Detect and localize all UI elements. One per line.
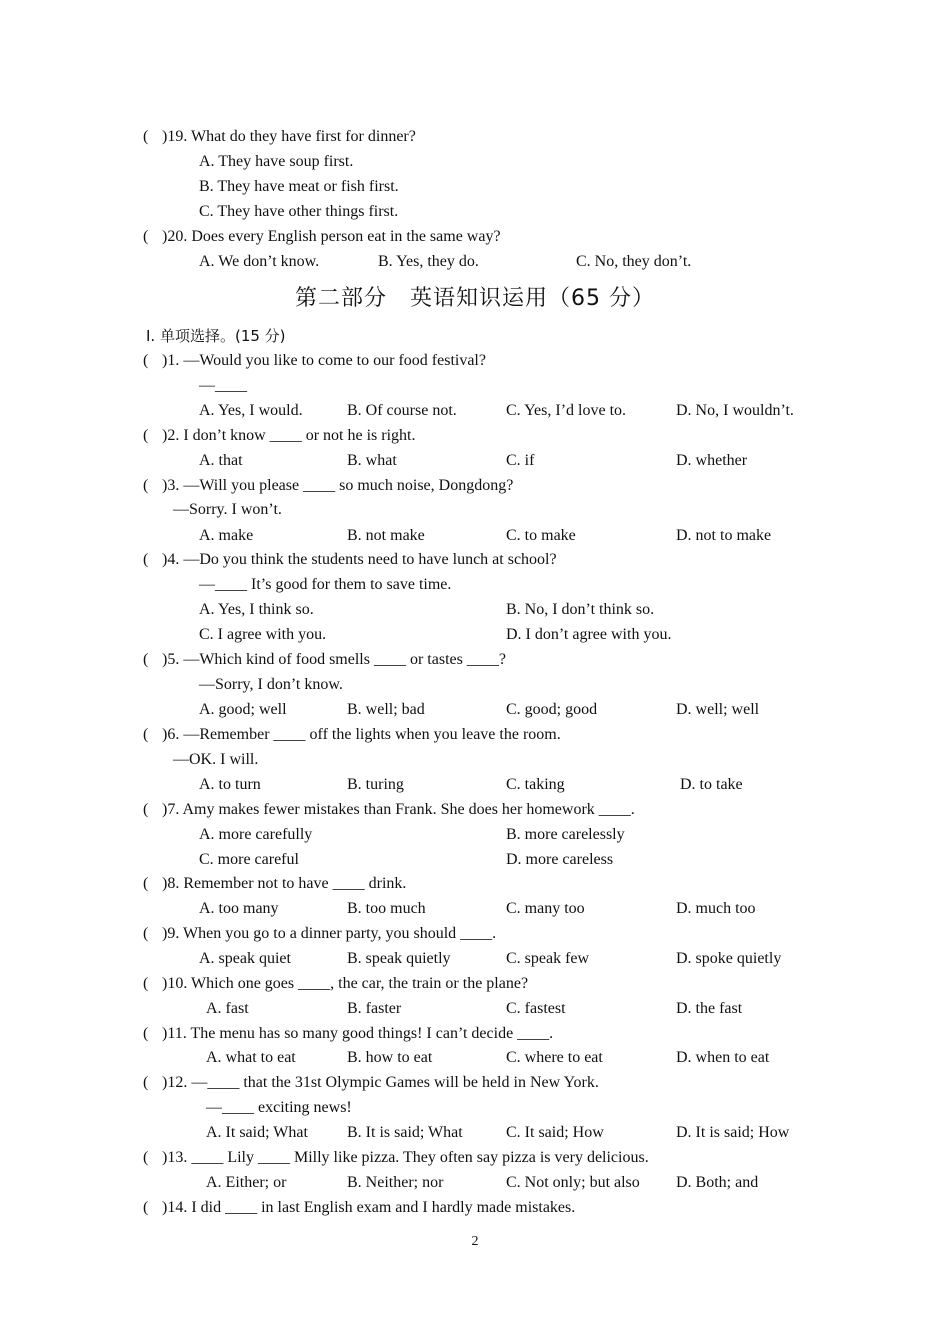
q13-option-b: B. Neither; nor: [347, 1174, 444, 1191]
q9-option-d: D. spoke quietly: [676, 950, 782, 967]
q2-option-d: D. whether: [676, 452, 748, 469]
answer-paren: (: [143, 551, 149, 568]
q19-option-c: C. They have other things first.: [199, 203, 399, 220]
answer-paren: (: [143, 726, 149, 743]
part-two-heading: 第二部分 英语知识运用（65 分）: [295, 286, 655, 311]
answer-paren: (: [143, 975, 149, 992]
question-8-stem: )8. Remember not to have ____ drink.: [162, 875, 407, 892]
q3-option-b: B. not make: [347, 527, 425, 544]
question-10-stem: )10. Which one goes ____, the car, the train or the plane?: [162, 975, 529, 992]
q5-option-a: A. good; well: [199, 701, 287, 718]
answer-paren: (: [143, 925, 149, 942]
answer-paren: (: [143, 801, 149, 818]
q13-option-d: D. Both; and: [676, 1174, 759, 1191]
q6-option-a: A. to turn: [199, 776, 261, 793]
q5-option-c: C. good; good: [506, 701, 598, 718]
answer-paren: (: [143, 352, 149, 369]
question-6-stem: )6. —Remember ____ off the lights when you leave the room.: [162, 726, 561, 743]
q7-option-a: A. more carefully: [199, 826, 313, 843]
q9-option-c: C. speak few: [506, 950, 590, 967]
question-12-reply: —____ exciting news!: [206, 1099, 352, 1116]
question-13-stem: )13. ____ Lily ____ Milly like pizza. They often say pizza is very delicious.: [162, 1149, 649, 1166]
question-1-reply: —____: [199, 377, 247, 394]
q13-option-a: A. Either; or: [206, 1174, 287, 1191]
q6-option-c: C. taking: [506, 776, 565, 793]
answer-paren: (: [143, 128, 149, 145]
q8-option-b: B. too much: [347, 900, 426, 917]
answer-paren: (: [143, 427, 149, 444]
question-9-stem: )9. When you go to a dinner party, you should ____.: [162, 925, 497, 942]
q7-option-d: D. more careless: [506, 851, 614, 868]
question-19-stem: )19. What do they have first for dinner?: [162, 128, 416, 145]
q13-option-c: C. Not only; but also: [506, 1174, 640, 1191]
q12-option-a: A. It said; What: [206, 1124, 308, 1141]
answer-paren: (: [143, 228, 149, 245]
question-3-stem: )3. —Will you please ____ so much noise, Dongdong?: [162, 477, 514, 494]
question-12-stem: )12. —____ that the 31st Olympic Games will be held in New York.: [162, 1074, 599, 1091]
question-11-stem: )11. The menu has so many good things! I can’t decide ____.: [162, 1025, 554, 1042]
q10-option-c: C. fastest: [506, 1000, 566, 1017]
q6-option-b: B. turing: [347, 776, 404, 793]
q10-option-b: B. faster: [347, 1000, 402, 1017]
q10-option-a: A. fast: [206, 1000, 249, 1017]
q5-option-d: D. well; well: [676, 701, 760, 718]
answer-paren: (: [143, 1074, 149, 1091]
q12-option-d: D. It is said; How: [676, 1124, 790, 1141]
q2-option-c: C. if: [506, 452, 535, 469]
question-5-reply: —Sorry, I don’t know.: [199, 676, 343, 693]
question-7-stem: )7. Amy makes fewer mistakes than Frank. She does her homework ____.: [162, 801, 635, 818]
q9-option-a: A. speak quiet: [199, 950, 291, 967]
q4-option-c: C. I agree with you.: [199, 626, 327, 643]
answer-paren: (: [143, 1149, 149, 1166]
q3-option-a: A. make: [199, 527, 254, 544]
question-4-reply: —____ It’s good for them to save time.: [199, 576, 452, 593]
q11-option-a: A. what to eat: [206, 1049, 296, 1066]
q19-option-b: B. They have meat or fish first.: [199, 178, 399, 195]
q7-option-c: C. more careful: [199, 851, 299, 868]
q20-option-a: A. We don’t know.: [199, 253, 320, 270]
answer-paren: (: [143, 477, 149, 494]
question-3-reply: —Sorry. I won’t.: [173, 501, 282, 518]
q4-option-d: D. I don’t agree with you.: [506, 626, 672, 643]
q10-option-d: D. the fast: [676, 1000, 743, 1017]
q2-option-a: A. that: [199, 452, 243, 469]
q4-option-a: A. Yes, I think so.: [199, 601, 314, 618]
q11-option-d: D. when to eat: [676, 1049, 770, 1066]
q7-option-b: B. more carelessly: [506, 826, 625, 843]
q1-option-a: A. Yes, I would.: [199, 402, 303, 419]
question-20-stem: )20. Does every English person eat in the same way?: [162, 228, 501, 245]
q8-option-c: C. many too: [506, 900, 585, 917]
q3-option-d: D. not to make: [676, 527, 772, 544]
q20-option-c: C. No, they don’t.: [576, 253, 692, 270]
q19-option-a: A. They have soup first.: [199, 153, 354, 170]
q4-option-b: B. No, I don’t think so.: [506, 601, 655, 618]
q2-option-b: B. what: [347, 452, 397, 469]
q1-option-d: D. No, I wouldn’t.: [676, 402, 794, 419]
question-4-stem: )4. —Do you think the students need to have lunch at school?: [162, 551, 557, 568]
q12-option-b: B. It is said; What: [347, 1124, 463, 1141]
answer-paren: (: [143, 651, 149, 668]
section-one-heading: Ⅰ. 单项选择。(15 分): [146, 327, 286, 345]
q6-option-d: D. to take: [680, 776, 743, 793]
q11-option-c: C. where to eat: [506, 1049, 603, 1066]
page-number: 2: [471, 1234, 479, 1249]
q9-option-b: B. speak quietly: [347, 950, 451, 967]
answer-paren: (: [143, 875, 149, 892]
q11-option-b: B. how to eat: [347, 1049, 433, 1066]
question-2-stem: )2. I don’t know ____ or not he is right.: [162, 427, 416, 444]
question-5-stem: )5. —Which kind of food smells ____ or tastes ____?: [162, 651, 506, 668]
q3-option-c: C. to make: [506, 527, 576, 544]
q1-option-b: B. Of course not.: [347, 402, 457, 419]
question-14-stem: )14. I did ____ in last English exam and I hardly made mistakes.: [162, 1199, 576, 1216]
answer-paren: (: [143, 1199, 149, 1216]
q12-option-c: C. It said; How: [506, 1124, 604, 1141]
q8-option-d: D. much too: [676, 900, 756, 917]
answer-paren: (: [143, 1025, 149, 1042]
q8-option-a: A. too many: [199, 900, 279, 917]
q20-option-b: B. Yes, they do.: [378, 253, 479, 270]
q1-option-c: C. Yes, I’d love to.: [506, 402, 627, 419]
question-6-reply: —OK. I will.: [173, 751, 259, 768]
q5-option-b: B. well; bad: [347, 701, 425, 718]
question-1-stem: )1. —Would you like to come to our food festival?: [162, 352, 486, 369]
